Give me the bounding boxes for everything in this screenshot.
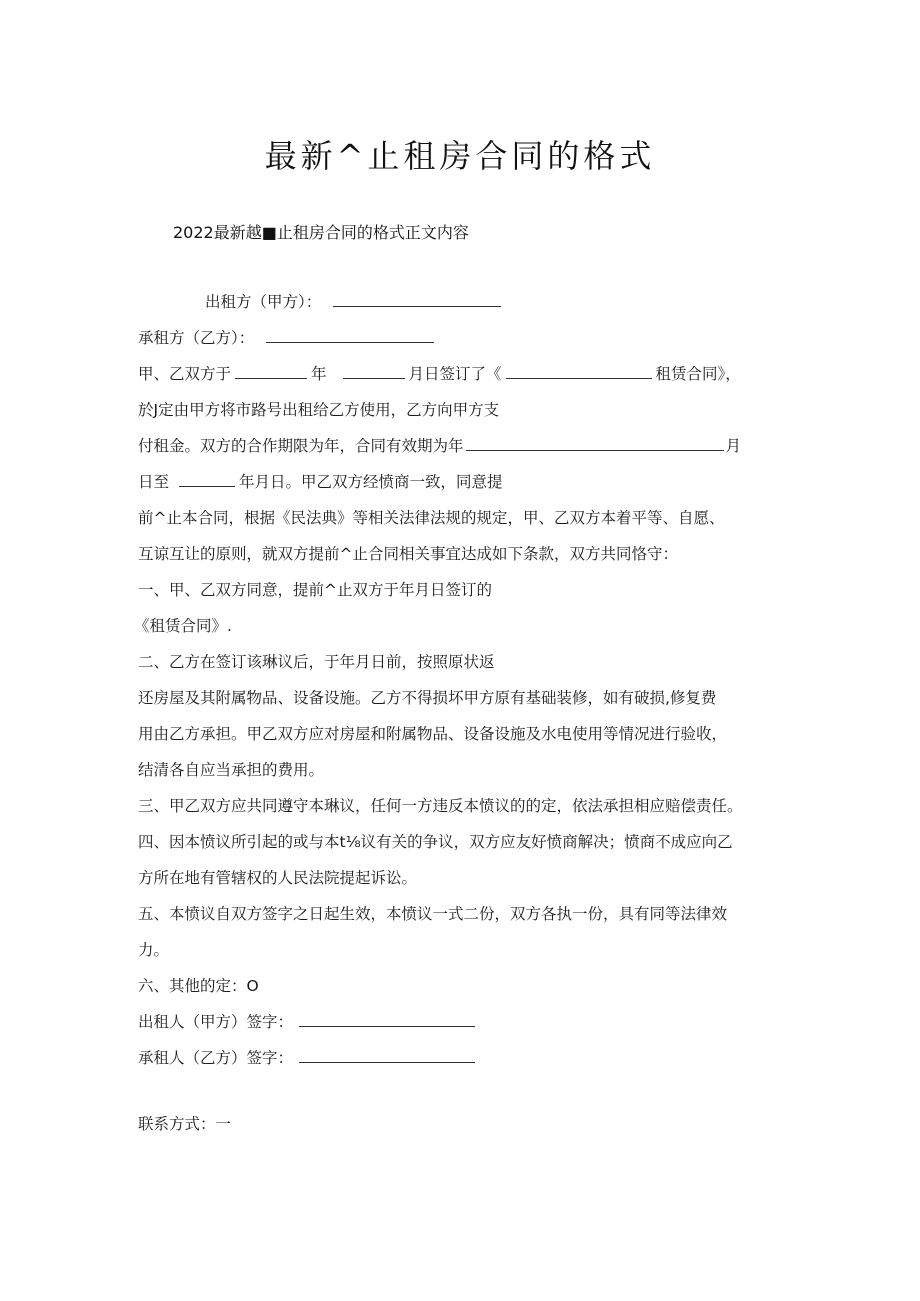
document-title: 最新^止租房合同的格式 bbox=[264, 137, 656, 175]
document-subtitle: 2022最新越■止租房合同的格式正文内容 bbox=[173, 223, 469, 242]
para-4-a: 日至 bbox=[138, 473, 170, 491]
clause-2-a: 二、乙方在签订该琳议后，于年月日前，按照原状返 bbox=[138, 653, 495, 671]
clause-1-a: 一、甲、乙双方同意，提前^止双方于年月日签订的 bbox=[138, 581, 492, 599]
para-1-b: 年 bbox=[311, 365, 327, 383]
end-date-blank bbox=[179, 472, 235, 487]
lessor-line bbox=[205, 292, 505, 312]
clause-2-b: 还房屋及其附属物品、设备设施。乙方不得损坏甲方原有基础装修，如有破损,修复费 bbox=[138, 689, 717, 707]
clause-5-a: 五、本愤议自双方签字之日起生效，本愤议一式二份，双方各执一份，具有同等法律效 bbox=[138, 905, 728, 923]
clause-4-b: 方所在地有管辖权的人民法院提起诉讼。 bbox=[138, 869, 418, 887]
para-5: 前^止本合同，根据《民法典》等相关法律法规的规定，甲、乙双方本着平等、自愿、 bbox=[138, 509, 725, 527]
para-4 bbox=[138, 472, 503, 492]
lessor-signature-line bbox=[138, 1012, 479, 1032]
lessor-label: 出租方（甲方）： bbox=[205, 293, 322, 311]
clause-3: 三、甲乙双方应共同遵守本琳议，任何一方违反本愤议的的定，依法承担相应赔偿责任。 bbox=[138, 797, 743, 815]
clause-2-d: 结清各自应当承担的费用。 bbox=[138, 761, 325, 779]
para-3-a: 付租金。双方的合作期限为年，合同有效期为年 bbox=[138, 437, 464, 455]
validity-blank bbox=[466, 436, 724, 451]
lessor-blank bbox=[333, 292, 501, 307]
para-3 bbox=[138, 436, 741, 456]
lessee-signature-blank bbox=[299, 1048, 475, 1063]
lessor-signature-blank bbox=[299, 1012, 475, 1027]
para-4-b: 年月日。甲乙双方经愤商一致，同意提 bbox=[239, 473, 503, 491]
clause-4-a: 四、因本愤议所引起的或与本t⅛议有关的争议，双方应友好愤商解决；愤商不成应向乙 bbox=[138, 833, 733, 851]
lessee-label: 承租方（乙方）： bbox=[138, 329, 255, 347]
lessor-signature-label: 出租人（甲方）签字： bbox=[138, 1013, 294, 1031]
contract-name-blank bbox=[506, 364, 652, 379]
contact-line: 联系方式：一 bbox=[138, 1115, 232, 1133]
para-1-a: 甲、乙双方于 bbox=[138, 365, 232, 383]
lessee-signature-label: 承租人（乙方）签字： bbox=[138, 1049, 294, 1067]
para-1-d: 租赁合同》， bbox=[655, 365, 741, 383]
clause-1-b: 《租赁合同》. bbox=[134, 617, 232, 635]
para-6: 互谅互让的原则，就双方提前^止合同相关事宜达成如下条款，双方共同恪守： bbox=[138, 545, 678, 563]
clause-2-c: 用由乙方承担。甲乙双方应对房屋和附属物品、设备设施及水电使用等情况进行验收， bbox=[138, 725, 728, 743]
lessee-signature-line bbox=[138, 1048, 479, 1068]
clause-5-b: 力。 bbox=[138, 941, 170, 959]
para-1 bbox=[138, 364, 741, 384]
lessee-line bbox=[138, 328, 438, 348]
clause-6: 六、其他的定：O bbox=[138, 977, 259, 995]
para-1-c: 月日签订了《 bbox=[408, 365, 502, 383]
para-3-b: 月 bbox=[725, 437, 742, 455]
month-blank bbox=[343, 364, 405, 379]
para-2: 於J定由甲方将市路号出租给乙方使用，乙方向甲方支 bbox=[138, 401, 500, 419]
year-blank bbox=[235, 364, 307, 379]
lessee-blank bbox=[266, 328, 434, 343]
